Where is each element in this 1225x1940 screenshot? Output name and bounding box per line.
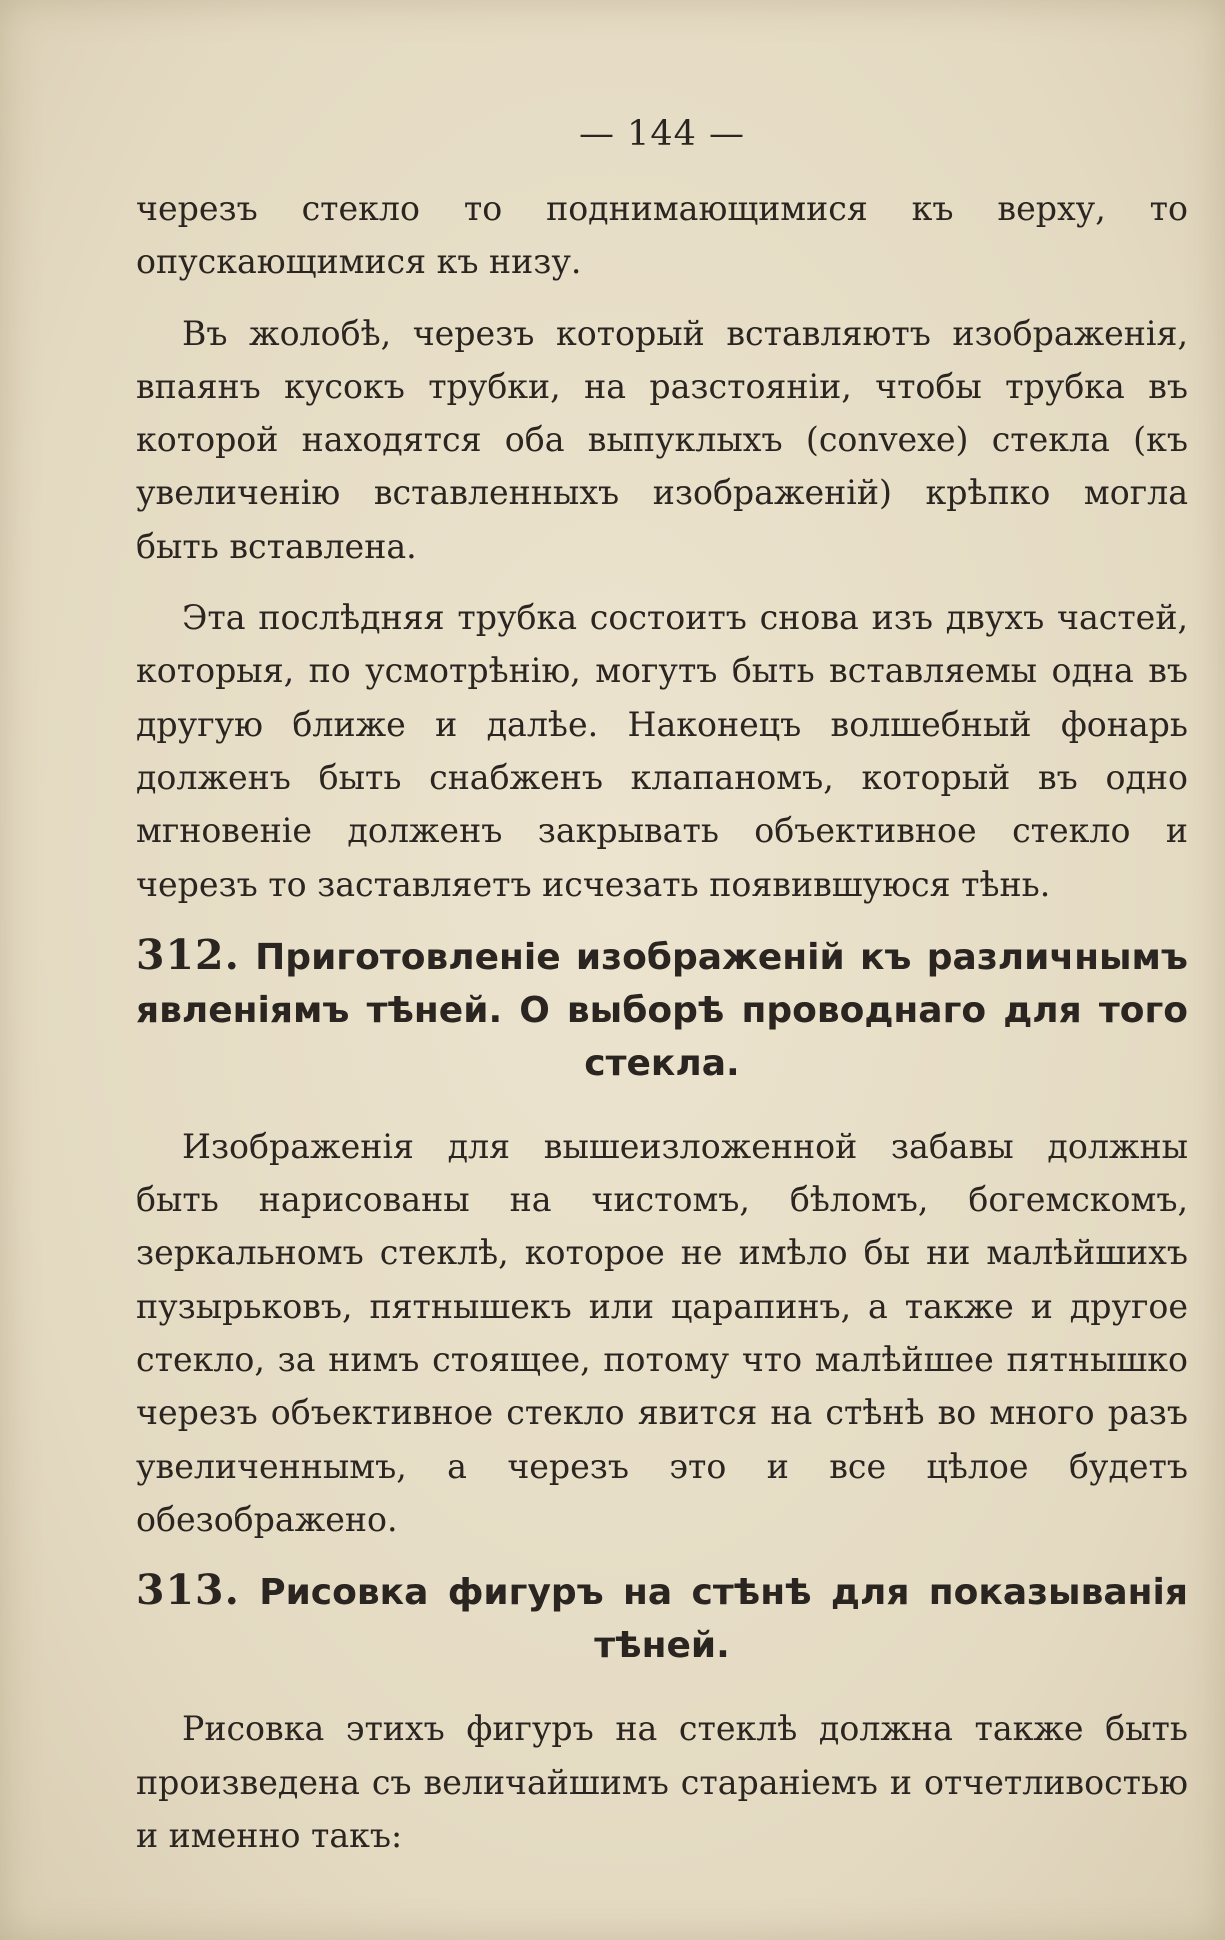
paragraph-continuation: черезъ стекло то поднимающимися къ верху, то опускающимися къ низу. (136, 189, 1188, 282)
page-content (136, 108, 1188, 1880)
section-number-313: 313. (136, 1566, 240, 1615)
paragraph-tube: Въ жолобѣ, черезъ который вставляютъ изображенія, впаянъ кусокъ трубки, на разстояніи, чтобы трубка въ которой находятся оба выпуклыхъ (convexe) стекла (къ увеличенію вставленныхъ изображеній) крѣпко могла быть вставлена. (136, 313, 1188, 566)
paragraph-lantern: Эта послѣдняя трубка состоитъ снова изъ двухъ частей, которыя, по усмотрѣнію, могутъ быть вставляемы одна въ другую ближе и далѣе. Наконецъ волшебный фонарь долженъ быть снабженъ клапаномъ, который въ одно мгновеніе долженъ закрывать объективное стекло и черезъ то заставляетъ исчезать появившуюся тѣнь. (136, 598, 1188, 904)
section-title-312: Приготовленіе изображеній къ различнымъ явленіямъ тѣней. О выборѣ проводнаго для того стекла. (136, 936, 1188, 1084)
paragraph-312: Изображенія для вышеизложенной забавы должны быть нарисованы на чистомъ, бѣломъ, богемскомъ, зеркальномъ стеклѣ, которое не имѣло бы ни малѣйшихъ пузырьковъ, пятнышекъ или царапинъ, а также и другое стекло, за нимъ стоящее, потому что малѣйшее пятнышко черезъ объективное стекло явится на стѣнѣ во много разъ увеличеннымъ, а черезъ это и все цѣлое будетъ обезображено. (136, 1126, 1188, 1539)
section-title-313: Рисовка фигуръ на стѣнѣ для показыванія тѣней. (259, 1572, 1188, 1667)
section-heading-312 (136, 929, 1188, 1090)
section-number-312: 312. (136, 930, 240, 979)
text-block-top (136, 182, 1188, 911)
text-block-312 (136, 1120, 1188, 1546)
section-heading-313 (136, 1564, 1188, 1672)
text-block-313 (136, 1702, 1188, 1862)
page-number: — 144 — (578, 114, 746, 154)
paragraph-313: Рисовка этихъ фигуръ на стеклѣ должна также быть произведена съ величайшимъ стараніемъ и отчетливостью и именно такъ: (136, 1709, 1188, 1855)
